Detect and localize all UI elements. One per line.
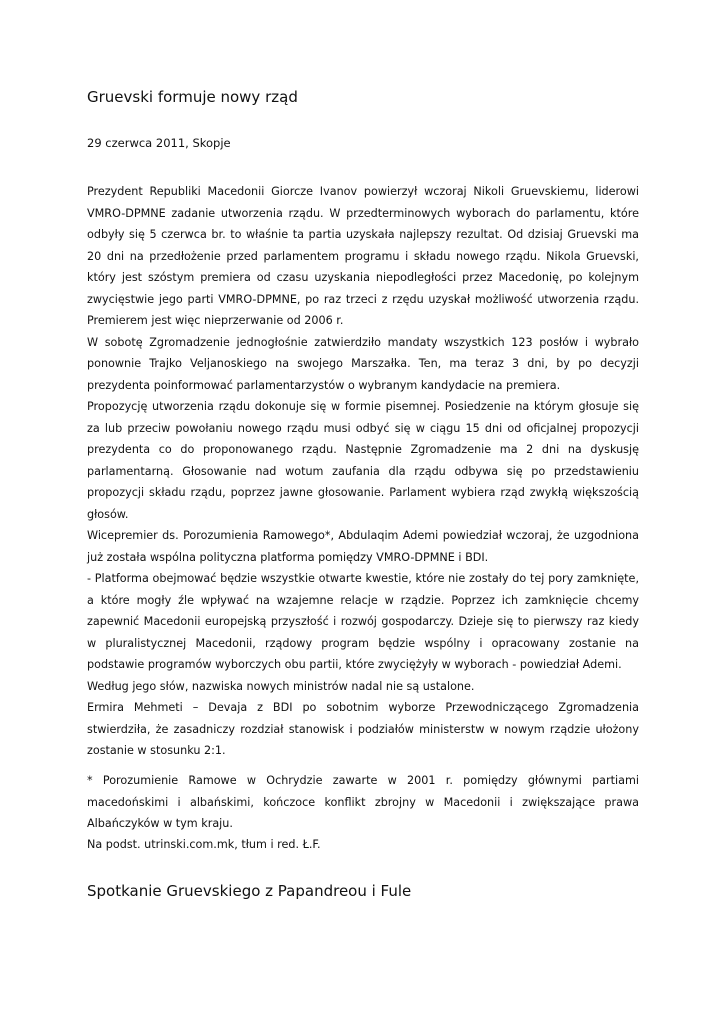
- paragraph: Według jego słów, nazwiska nowych ministrów nadal nie są ustalone.: [87, 679, 475, 693]
- paragraph: Propozycję utworzenia rządu dokonuje się w formie pisemnej. Posiedzenie na którym głosuje się za lub przeciw powołaniu nowego rządu musi odbyć się w ciągu 15 dni od oficjalnej propozycji prezydenta co do proponowanego rządu. Następnie Zgromadzenie ma 2 dni na dyskusję parlamentarną. Głosowanie nad wotum zaufania dla rządu odbywa się po przedstawieniu propozycji składu rządu, poprzez jawne głosowanie. Parlament wybiera rząd zwykłą większością głosów.: [87, 400, 639, 521]
- paragraph: W sobotę Zgromadzenie jednogłośnie zatwierdziło mandaty wszystkich 123 posłów i wybrało ponownie Trajko Veljanoskiego na swojego Marszałka. Ten, ma teraz 3 dni, by po decyzji prezydenta poinformować parlamentarzystów o wybranym kandydacie na premiera.: [87, 335, 639, 392]
- article-title: Gruevski formuje nowy rząd: [87, 88, 298, 106]
- paragraph: Ermira Mehmeti – Devaja z BDI po sobotnim wyborze Przewodniczącego Zgromadzenia stwierdziła, że zasadniczy rozdział stanowisk i podziałów ministerstw w nowym rządzie ułożony zostanie w stosunku 2:1.: [87, 701, 639, 757]
- footnote: * Porozumienie Ramowe w Ochrydzie zawarte w 2001 r. pomiędzy głównymi partiami macedońskimi i albańskimi, kończoce konflikt zbrojny w Macedonii i zwiększające prawa Albańczyków w tym kraju.: [87, 774, 639, 830]
- paragraph: - Platforma obejmować będzie wszystkie otwarte kwestie, które nie zostały do tej pory zamknięte, a które mogły źle wpływać na wzajemne relacje w rządzie. Poprzez ich zamknięcie chcemy zapewnić Macedonii europejską przyszłość i rozwój gospodarczy. Dzieje się to pierwszy raz kiedy w pluralistycznej Macedonii, rządowy program będzie wspólny i opracowany zostanie na podstawie programów wyborczych obu partii, które zwyciężyły w wyborach - powiedział Ademi.: [87, 572, 639, 671]
- paragraph: Prezydent Republiki Macedonii Giorcze Ivanov powierzył wczoraj Nikoli Gruevskiemu, liderowi VMRO-DPMNE zadanie utworzenia rządu. W przedterminowych wyborach do parlamentu, które odbyły się 5 czerwca br. to właśnie ta partia uzyskała najlepszy rezultat. Od dzisiaj Gruevski ma 20 dni na przedłożenie przed parlamentem programu i składu nowego rządu. Nikola Gruevski, który jest szóstym premiera od czasu uzyskania niepodległości przez Macedonię, po kolejnym zwycięstwie jego parti VMRO-DPMNE, po raz trzeci z rzędu uzyskał możliwość utworzenia rządu. Premierem jest więc nieprzerwanie od 2006 r.: [87, 185, 639, 327]
- paragraph: Wicepremier ds. Porozumienia Ramowego*, Abdulaqim Ademi powiedział wczoraj, że uzgodniona już została wspólna polityczna platforma pomiędzy VMRO-DPMNE i BDI.: [87, 529, 639, 564]
- article-date: 29 czerwca 2011, Skopje: [87, 136, 231, 150]
- source-credit: Na podst. utrinski.com.mk, tłum i red. Ł.F.: [87, 838, 321, 851]
- next-article-title: Spotkanie Gruevskiego z Papandreou i Fule: [87, 882, 412, 900]
- article-body: [87, 181, 639, 762]
